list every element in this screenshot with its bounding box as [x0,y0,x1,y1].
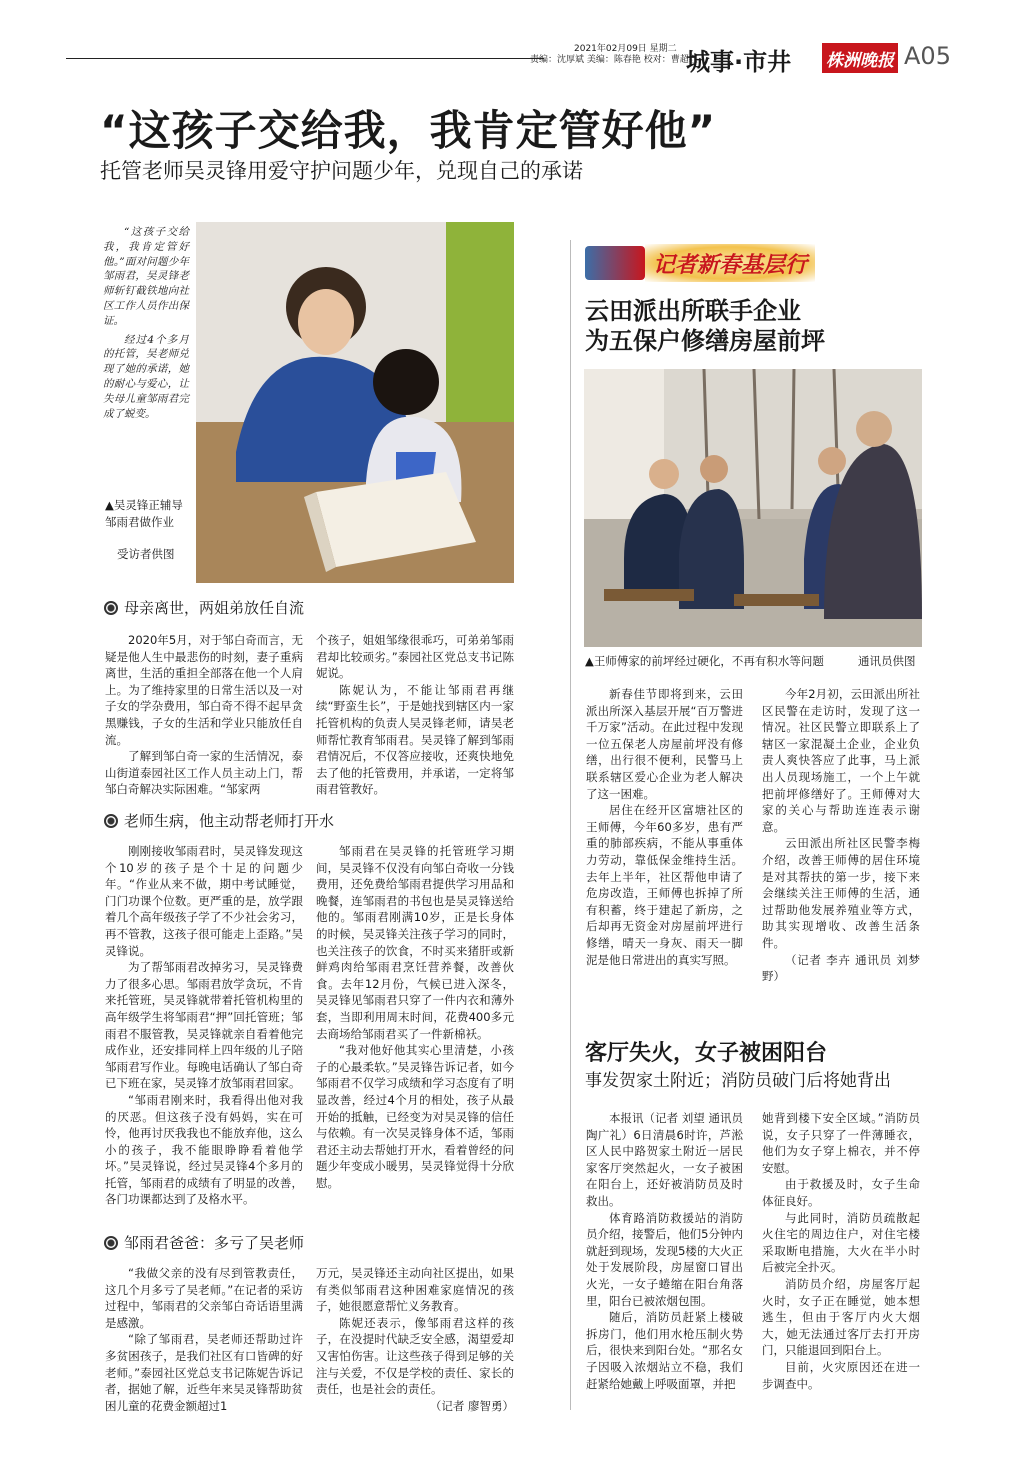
story2-headline-line-2: 为五保户修缮房屋前坪 [585,327,825,355]
paragraph: 随后，消防员赶紧上楼破拆房门，他们用水枪压制火势后，很快来到阳台处。“那名女子因吸入浓烟站立不稳，我们赶紧给她戴上呼吸面罩，并把 [586,1310,743,1391]
section-2-col-1 [105,843,303,1208]
section-1-col-1 [105,632,303,798]
section-2-heading [104,810,334,831]
section-bullet-icon [104,1236,118,1250]
section-2-col-2 [316,843,514,1191]
byline: （记者 李卉 通讯员 刘梦野） [762,952,920,984]
paragraph: 万元，吴灵锋还主动向社区提出，如果有类似邹雨君这种困难家庭情况的孩子，她很愿意帮忙义务教育。 [316,1266,514,1314]
paragraph: 今年2月初，云田派出所社区民警在走访时，发现了这一情况。社区民警立即联系上了辖区一家混凝土企业，企业负责人爽快答应了此事，马上派出人员现场施工，一个上午就把前坪修缮好了。王师傅对大家的关心与帮助连连表示谢意。 [762,687,920,834]
section-3-title: 邹雨君爸爸：多亏了吴老师 [124,1234,305,1252]
paragraph: 云田派出所社区民警李梅介绍，改善王师傅的居住环境是对其帮扶的第一步，接下来会继续关注王师傅的生活，通过帮助他发展养殖业等方式，助其实现增收、改善生活条件。 [762,836,920,950]
story3-col-1 [586,1110,743,1392]
column-divider [570,240,571,1410]
intro-caption-1: “这孩子交给我，我肯定管好他。”面对问题少年邹雨君，吴灵锋老师斩钉截铁地向社区工作人员作出保证。 [103,226,189,327]
paragraph: 本报讯（记者 刘望 通讯员 陶广礼）6日清晨6时许，芦淞区人民中路贺家土附近一居民家客厅突然起火，一女子被困在阳台上，还好被消防员及时救出。 [586,1111,743,1208]
section-bullet-icon [104,601,118,615]
section-3-heading [104,1232,304,1253]
paragraph: 为了帮邹雨君改掉劣习，吴灵锋费力了很多心思。邹雨君放学贪玩，不肯来托管班，吴灵锋就带着托管机构里的高年级学生将邹雨君“押”回托管班；邹雨君不服管教，吴灵锋就亲自看着他完成作业，还安排同样上四年级的儿子陪邹雨君写作业。每晚电话确认了邹白奇已下班在家，吴灵锋才放邹雨君回家。 [105,960,303,1091]
story2-photo-credit: 通讯员供图 [858,654,916,668]
paragraph: 由于救援及时，女子生命体征良好。 [762,1177,920,1208]
main-photo-caption: ▲吴灵锋正辅导邹雨君做作业 [105,498,183,529]
intro-caption [103,225,189,421]
paragraph: “我做父亲的没有尽到管教责任，这几个月多亏了吴老师。”在记者的采访过程中，邹雨君的父亲邹白奇话语里满是感激。 [105,1266,303,1330]
paragraph: 了解到邹白奇一家的生活情况，泰山街道泰园社区工作人员主动上门，帮邹白奇解决实际困难。“邹家两 [105,749,303,797]
main-photo [196,222,514,583]
paragraph: 与此同时，消防员疏散起火住宅的周边住户，对住宅楼采取断电措施，大火在半小时后被完全扑灭。 [762,1210,920,1275]
section-3-col-1 [105,1265,303,1414]
story3-headline: 客厅失火，女子被困阳台 [585,1041,828,1066]
paragraph: 目前，火灾原因还在进一步调查中。 [762,1359,920,1391]
paragraph: “邹雨君刚来时，我看得出他对我的厌恶。但这孩子没有妈妈，实在可怜，他再讨厌我我也不能放弃他，这么小的孩子，我不能眼睁睁看着他学坏。”吴灵锋说，经过吴灵锋4个多月的托管，邹雨君的成绩有了明显的改善，各门功课都达到了及格水平。 [105,1092,303,1207]
section-3-col-2 [316,1265,514,1414]
section-1-heading [104,597,304,618]
header-date: 2021年02月09日 星期二 [574,44,677,54]
section-1-col-2 [316,632,514,798]
section-1-title: 母亲离世，两姐弟放任自流 [124,599,305,617]
police-visit-illustration [584,369,922,647]
section-bullet-icon [104,814,118,828]
paragraph: 新春佳节即将到来，云田派出所深入基层开展“百万警进千万家”活动。在此过程中发现一位五保老人房屋前坪没有修缮，出行很不便利，民警马上联系辖区爱心企业为老人解决了这一困难。 [586,687,743,801]
paragraph: 体育路消防救援站的消防员介绍，接警后，他们5分钟内就赶到现场，发现5楼的大火正处于发展阶段，房屋窗口冒出火光，一女子蜷缩在阳台角落里，阳台已被浓烟包围。 [586,1210,743,1308]
paragraph: “我对他好他其实心里清楚，小孩子的心最柔软。”吴灵锋告诉记者，如今邹雨君不仅学习成绩和学习态度有了明显改善，经过4个月的相处，孩子从最开始的抵触，已经变为对吴灵锋的信任与依赖。有一次吴灵锋身体不适，邹雨君还主动去帮她打开水，看着曾经的问题少年变成小暖男，吴灵锋觉得十分欣慰。 [316,1043,514,1190]
story2-headline [585,296,825,356]
story2-col-1 [586,686,743,968]
paragraph: 陈妮还表示，像邹雨君这样的孩子，在没提时代缺乏安全感，渴望爱却又害怕伤害。让这些孩子得到足够的关注与关爱，不仅是学校的责任、家长的责任，也是社会的责任。 [316,1315,514,1397]
paragraph: 消防员介绍，房屋客厅起火时，女子正在睡觉，她本想逃生，但由于客厅内火大烟大，她无法通过客厅去打开房门，只能退回到阳台上。 [762,1276,920,1358]
paragraph: 2020年5月，对于邹白奇而言，无疑是他人生中最悲伤的时刻，妻子重病离世，生活的重担全部落在他一个人肩上。为了维持家里的日常生活以及一对子女的学杂费用，邹白奇不得不起早贪黑赚钱，子女的生活和学业只能放任自流。 [105,633,303,747]
byline: （记者 廖智勇） [429,1398,514,1413]
intro-caption-2: 经过4个多月的托管，吴老师兑现了她的承诺，她的耐心与爱心，让失母儿童邹雨君完成了蜕变。 [103,333,189,420]
main-headline: “这孩子交给我，我肯定管好他” [100,106,717,155]
teacher-child-illustration [196,222,514,583]
paragraph: 居住在经开区富塘社区的王师傅，今年60多岁，患有严重的肺部疾病，不能从事重体力劳动，靠低保金维持生活。去年上半年，社区帮他申请了危房改造，王师傅也拆掉了所有积蓄，终于建起了新房，之后却再无资金对房屋前坪进行修缮，晴天一身灰、雨天一脚泥是他日常进出的真实写照。 [586,803,743,967]
brand-logo: 株洲晚报 [822,43,898,73]
story3-col-2 [762,1110,920,1392]
section-name: 城事·市井 [686,48,792,76]
reporter-icon [585,246,645,280]
section-2-title: 老师生病，他主动帮老师打开水 [124,812,335,830]
header-rule [66,58,544,59]
paragraph: 刚刚接收邹雨君时，吴灵锋发现这个10岁的孩子是个十足的问题少年。“作业从来不做，期中考试睡觉，门门功课个位数。更严重的是，放学跟着几个高年级孩子学了不少社会劣习，再不管教，这孩子很可能走上歪路。”吴灵锋说。 [105,844,303,958]
column-label: 记者新春基层行 [653,253,808,278]
story2-col-2 [762,686,920,985]
page-number: A05 [904,42,951,70]
main-subheadline: 托管老师吴灵锋用爱守护问题少年，兑现自己的承诺 [100,159,583,183]
story2-photo-caption: ▲王师傅家的前坪经过硬化，不再有积水等问题 [585,654,824,668]
main-photo-credit: 受访者供图 [117,547,175,561]
story2-photo [584,369,922,647]
story3-subheadline: 事发贺家土附近；消防员破门后将她背出 [585,1071,891,1091]
paragraph: 个孩子，姐姐邹缘很乖巧，可弟弟邹雨君却比较顽劣。”泰园社区党总支书记陈妮说。 [316,633,514,681]
header-credits: 责编：沈厚斌 美编：陈春艳 校对：曹超红 [530,55,698,65]
paragraph: 邹雨君在吴灵锋的托管班学习期间，吴灵锋不仅没有向邹白奇收一分钱费用，还免费给邹雨君提供学习用品和晚餐，连邹雨君的书包也是吴灵锋送给他的。邹雨君刚满10岁，正是长身体的时候，吴灵锋关注孩子学习的同时，也关注孩子的饮食，不时买来猪肝或新鲜鸡肉给邹雨君烹饪营养餐，改善伙食。去年12月份，气候已进入深冬，吴灵锋见邹雨君只穿了一件内衣和薄外套，当即利用周末时间，花费400多元去商场给邹雨君买了一件新棉袄。 [316,844,514,1041]
column-label-banner [585,242,815,284]
paragraph: “除了邹雨君，吴老师还帮助过许多贫困孩子，是我们社区有口皆碑的好老师。”泰园社区党总支书记陈妮告诉记者，据她了解，近些年来吴灵锋帮助贫困儿童的花费金额超过1 [105,1332,303,1413]
paragraph: 她背到楼下安全区域。”消防员说，女子只穿了一件薄睡衣，他们为女子穿上棉衣，并不停安慰。 [762,1111,920,1175]
paragraph: 陈妮认为，不能让邹雨君再继续“野蛮生长”，于是她找到辖区内一家托管机构的负责人吴灵锋老师，请吴老师帮忙教育邹雨君。吴灵锋了解到邹雨君情况后，不仅答应接收，还爽快地免去了他的托管费用，并承诺，一定将邹雨君管教好。 [316,682,514,797]
story2-headline-line-1: 云田派出所联手企业 [585,297,801,325]
